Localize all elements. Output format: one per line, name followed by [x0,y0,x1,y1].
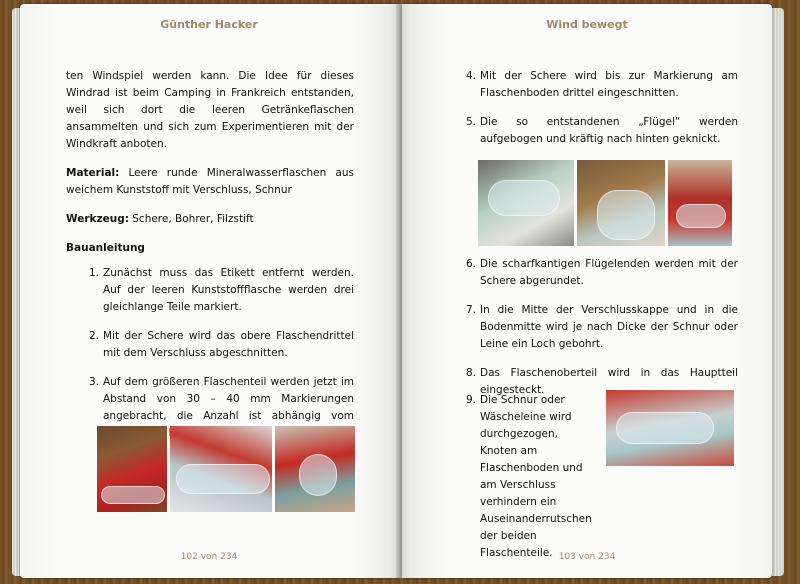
material-paragraph [66,165,354,199]
step-text: Die Schnur oder Wäscheleine wird durchgezogen, Knoten am Flaschenboden und am Verschluss verhindern ein Auseinanderrutschen der beiden Flaschenteile. [480,394,592,559]
left-page-header: Günther Hacker [160,18,258,31]
left-page-body [66,68,354,454]
step-number: 6. [465,258,476,270]
photo-row-right [478,160,732,246]
step-text: Die scharfkantigen Flügelenden werden mit der Schere abgerundet. [480,258,738,287]
right-page-body-c [460,392,590,574]
photo-rounding-wings [668,160,732,246]
step-text: Zunächst muss das Etikett entfernt werden. Auf der leeren Kunststoffflasche werden drei gleichlange Teile markiert. [103,267,354,313]
list-item [460,114,738,148]
steps-list-right-b [460,256,738,399]
list-item [83,328,354,362]
steps-list-right-a [460,68,738,148]
list-item [460,392,590,562]
step-number: 8. [465,367,476,379]
intro-paragraph: ten Windspiel werden kann. Die Idee für dieses Windrad ist beim Camping in Frankreich entstanden, weil sich dort die leeren Getränkeflaschen ansammelten und sich zum Experimentieren mit der Windkraft anboten. [66,70,354,150]
photo-row-left [97,426,355,512]
werkzeug-text: Schere, Bohrer, Filzstift [128,213,254,225]
list-item [460,302,738,353]
right-page-body-b [460,256,738,411]
steps-list-right-c [460,392,590,562]
step-text: Mit der Schere wird das obere Flaschendrittel mit dem Verschluss abgeschnitten. [103,330,354,359]
right-page-header: Wind bewegt [546,18,628,31]
step-number: 1. [88,267,99,279]
material-label: Material: [66,167,120,179]
step-text: Auf dem größeren Flaschenteil werden jetzt im Abstand von 30 – 40 mm Markierungen angebracht, die Anzahl ist abhängig vom [103,376,354,422]
list-item [460,256,738,290]
step-number: 9. [465,394,476,406]
steps-list-left [66,265,354,442]
right-page[interactable] [402,4,772,578]
photo-bottle-top [275,426,355,512]
list-item [460,68,738,102]
step-number: 4. [465,70,476,82]
material-text: Leere runde Mineralwasserflaschen aus weichem Kunststoff mit Verschluss, Schnur [66,167,354,196]
photo-cutting-bottle [170,426,272,512]
step-number: 7. [465,304,476,316]
photo-folding-wings [478,160,574,246]
step-text: Mit der Schere wird bis zur Markierung am Flaschenboden drittel eingeschnitten. [480,70,738,99]
photo-marking-bottle [97,426,167,512]
left-page-number: 102 von 234 [180,552,238,562]
section-heading: Bauanleitung [66,242,145,254]
step-number: 3. [88,376,99,388]
left-page[interactable] [20,4,398,578]
right-page-number: 103 von 234 [558,552,616,562]
step-text: Das Flaschenoberteil wird in das Hauptteil eingesteckt. [480,367,738,396]
step-number: 5. [465,116,476,128]
right-page-stack [772,8,784,576]
step-text: Die so entstandenen „Flügel“ werden aufgebogen und kräftig nach hinten geknickt. [480,116,738,145]
werkzeug-label: Werkzeug: [66,213,129,225]
step-number: 2. [88,330,99,342]
right-page-body-a [460,68,738,160]
step-text: In die Mitte der Verschlusskappe und in die Bodenmitte wird je nach Dicke der Schnur oder Leine ein Loch gebohrt. [480,304,738,350]
photo-string-through-bottle [606,390,734,466]
photo-cut-bottle-base [577,160,665,246]
werkzeug-paragraph [66,211,354,228]
list-item [83,265,354,316]
